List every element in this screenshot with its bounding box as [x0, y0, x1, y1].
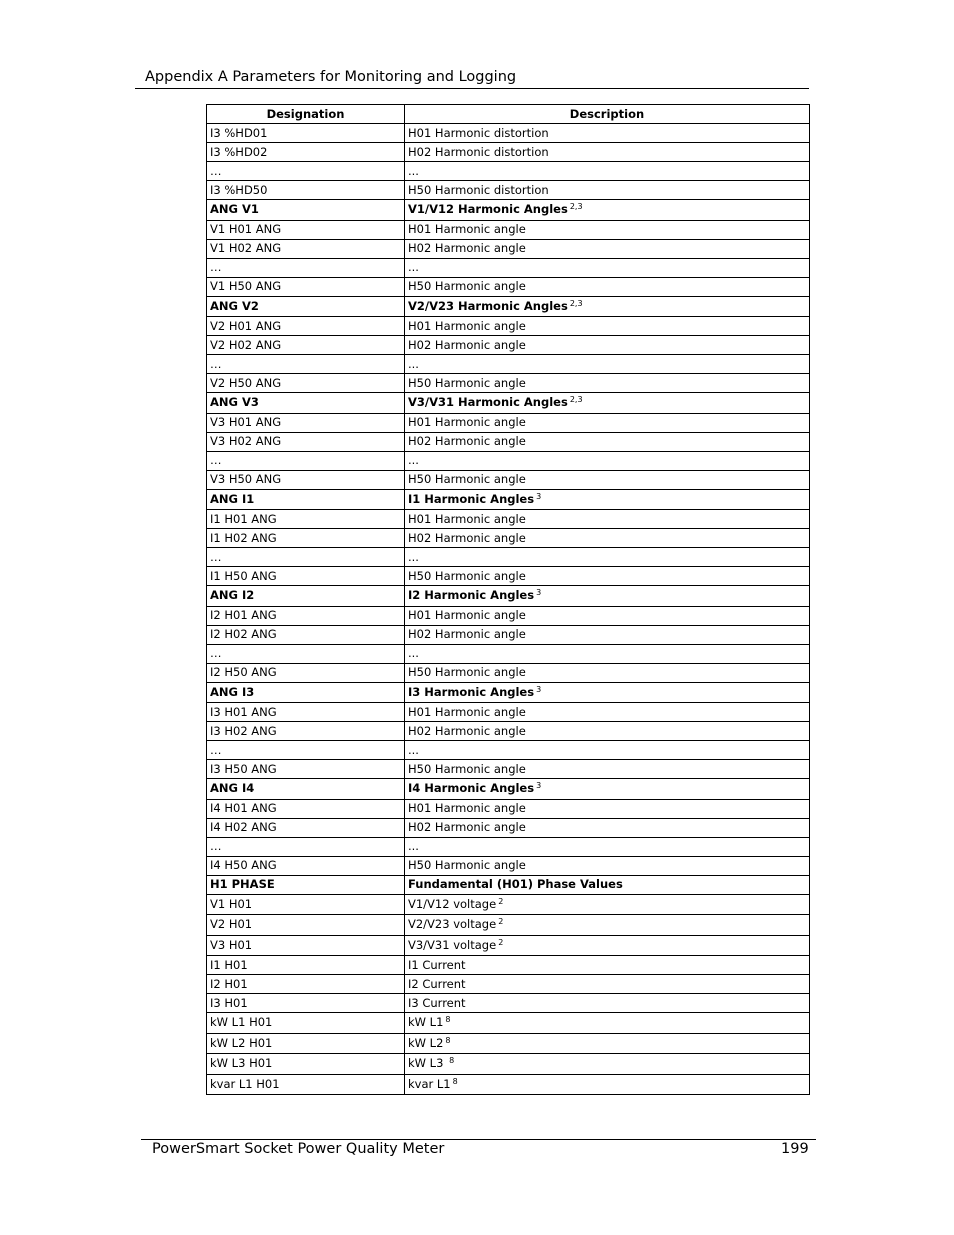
table-row: [207, 181, 810, 200]
description-text: ...: [408, 549, 419, 564]
table-row: [207, 510, 810, 529]
description-cell: [405, 336, 810, 355]
description-cell: [405, 722, 810, 741]
designation-cell: V1 H02 ANG: [207, 239, 405, 258]
designation-cell: I3 %HD01: [207, 124, 405, 143]
description-text: H50 Harmonic distortion: [408, 182, 549, 197]
description-cell: [405, 258, 810, 277]
designation-cell: ANG I3: [207, 682, 405, 703]
footnote-reference: 8: [445, 1035, 451, 1045]
description-text: ...: [408, 163, 419, 178]
description-text: H01 Harmonic distortion: [408, 125, 549, 140]
description-text: I3 Harmonic Angles: [408, 684, 535, 699]
table-group-row: [207, 875, 810, 894]
footnote-reference: 2,3: [569, 202, 583, 212]
designation-cell: I3 %HD50: [207, 181, 405, 200]
description-cell: [405, 1074, 810, 1095]
table-row: [207, 220, 810, 239]
description-text: H01 Harmonic angle: [408, 222, 526, 236]
table-row: [207, 818, 810, 837]
table-group-row: [207, 586, 810, 607]
table-group-row: [207, 682, 810, 703]
footer-divider: [141, 1139, 816, 1140]
designation-cell: kvar L1 H01: [207, 1074, 405, 1095]
table-row: [207, 567, 810, 586]
designation-cell: …: [207, 162, 405, 181]
designation-cell: I4 H02 ANG: [207, 818, 405, 837]
description-text: H01 Harmonic angle: [408, 318, 526, 333]
description-cell: [405, 915, 810, 936]
designation-cell: I4 H01 ANG: [207, 799, 405, 818]
description-text: ...: [408, 356, 419, 371]
footnote-reference: 8: [449, 1056, 455, 1066]
description-text: H02 Harmonic angle: [408, 337, 526, 352]
description-text: H02 Harmonic angle: [408, 434, 526, 448]
description-cell: [405, 703, 810, 722]
description-text: kW L1: [408, 1015, 444, 1030]
description-cell: [405, 606, 810, 625]
designation-cell: I1 H01 ANG: [207, 510, 405, 529]
description-cell: [405, 856, 810, 875]
table-row: [207, 994, 810, 1013]
description-text: H01 Harmonic angle: [408, 608, 526, 622]
description-cell: [405, 663, 810, 682]
description-text: ...: [408, 742, 419, 757]
table-row: [207, 239, 810, 258]
table-row: [207, 529, 810, 548]
designation-cell: V2 H50 ANG: [207, 374, 405, 393]
table-row: [207, 741, 810, 760]
designation-cell: V3 H50 ANG: [207, 470, 405, 489]
description-text: H02 Harmonic angle: [408, 627, 526, 641]
description-cell: [405, 470, 810, 489]
designation-cell: kW L3 H01: [207, 1054, 405, 1075]
description-text: H50 Harmonic angle: [408, 858, 526, 872]
designation-cell: I1 H50 ANG: [207, 567, 405, 586]
designation-cell: …: [207, 741, 405, 760]
description-text: H50 Harmonic angle: [408, 472, 526, 486]
table-group-row: [207, 200, 810, 221]
table-group-row: [207, 296, 810, 317]
description-cell: [405, 451, 810, 470]
designation-cell: V1 H01: [207, 894, 405, 915]
description-text: H01 Harmonic angle: [408, 511, 526, 526]
footnote-reference: 3: [536, 588, 542, 598]
designation-cell: V1 H50 ANG: [207, 277, 405, 296]
designation-cell: V1 H01 ANG: [207, 220, 405, 239]
description-text: H01 Harmonic angle: [408, 415, 526, 429]
description-text: kW L3: [408, 1056, 448, 1071]
table-row: [207, 143, 810, 162]
designation-cell: I2 H02 ANG: [207, 625, 405, 644]
running-header: Appendix A Parameters for Monitoring and Logging: [145, 69, 517, 85]
table-row: [207, 317, 810, 336]
description-text: H02 Harmonic angle: [408, 530, 526, 545]
description-cell: [405, 994, 810, 1013]
description-text: H50 Harmonic angle: [408, 665, 526, 679]
designation-cell: ANG V2: [207, 296, 405, 317]
description-cell: [405, 818, 810, 837]
table-row: [207, 975, 810, 994]
description-text: I3 Current: [408, 995, 466, 1010]
designation-cell: …: [207, 258, 405, 277]
description-text: H50 Harmonic angle: [408, 279, 526, 293]
table-row: [207, 799, 810, 818]
table-row: [207, 760, 810, 779]
footnote-reference: 8: [452, 1076, 458, 1086]
description-cell: [405, 393, 810, 414]
table-row: [207, 722, 810, 741]
designation-cell: I3 H01: [207, 994, 405, 1013]
table-row: [207, 1074, 810, 1095]
description-cell: [405, 296, 810, 317]
designation-cell: V2 H01: [207, 915, 405, 936]
table-row: [207, 606, 810, 625]
table-row: [207, 935, 810, 956]
table-row: [207, 548, 810, 567]
footnote-reference: 3: [536, 491, 542, 501]
description-cell: [405, 1054, 810, 1075]
footnote-reference: 8: [445, 1015, 451, 1025]
footnote-reference: 3: [536, 781, 542, 791]
description-text: I2 Current: [408, 976, 466, 991]
description-cell: [405, 239, 810, 258]
designation-cell: ANG V1: [207, 200, 405, 221]
footer-title: PowerSmart Socket Power Quality Meter: [152, 1141, 445, 1157]
designation-cell: I2 H01: [207, 975, 405, 994]
description-cell: [405, 586, 810, 607]
description-cell: [405, 625, 810, 644]
page-number: 199: [781, 1141, 809, 1157]
description-column-header: Description: [405, 105, 810, 124]
table-row: [207, 856, 810, 875]
designation-cell: ANG I4: [207, 779, 405, 800]
description-text: kW L2: [408, 1035, 444, 1050]
description-cell: [405, 317, 810, 336]
designation-cell: …: [207, 451, 405, 470]
designation-cell: ANG I1: [207, 489, 405, 510]
designation-cell: I1 H02 ANG: [207, 529, 405, 548]
designation-cell: …: [207, 548, 405, 567]
footnote-reference: 2: [498, 917, 504, 927]
table-row: [207, 956, 810, 975]
designation-cell: I2 H01 ANG: [207, 606, 405, 625]
description-cell: [405, 1033, 810, 1054]
description-text: I2 Harmonic Angles: [408, 588, 535, 603]
description-cell: [405, 529, 810, 548]
table-header-row: [207, 105, 810, 124]
description-cell: [405, 956, 810, 975]
table-row: [207, 374, 810, 393]
description-text: ...: [408, 839, 419, 853]
description-cell: [405, 894, 810, 915]
description-cell: [405, 1013, 810, 1034]
table-row: [207, 124, 810, 143]
footnote-reference: 2,3: [569, 395, 583, 405]
table-row: [207, 663, 810, 682]
designation-cell: I2 H50 ANG: [207, 663, 405, 682]
designation-cell: V3 H01 ANG: [207, 413, 405, 432]
table-group-row: [207, 779, 810, 800]
table-row: [207, 1054, 810, 1075]
table-row: [207, 703, 810, 722]
description-cell: [405, 567, 810, 586]
description-cell: [405, 510, 810, 529]
description-cell: [405, 200, 810, 221]
designation-cell: ANG V3: [207, 393, 405, 414]
table-row: [207, 277, 810, 296]
table-row: [207, 336, 810, 355]
description-text: ...: [408, 453, 419, 467]
description-text: H02 Harmonic distortion: [408, 144, 549, 159]
table-row: [207, 644, 810, 663]
description-cell: [405, 975, 810, 994]
table-row: [207, 413, 810, 432]
designation-cell: V2 H02 ANG: [207, 336, 405, 355]
table-row: [207, 432, 810, 451]
description-cell: [405, 413, 810, 432]
description-cell: [405, 489, 810, 510]
description-cell: [405, 779, 810, 800]
table-row: [207, 915, 810, 936]
description-text: V3/V31 Harmonic Angles: [408, 395, 568, 410]
designation-cell: kW L1 H01: [207, 1013, 405, 1034]
description-cell: [405, 760, 810, 779]
description-text: V3/V31 voltage: [408, 937, 497, 952]
designation-cell: …: [207, 644, 405, 663]
table-group-row: [207, 489, 810, 510]
header-divider: [135, 88, 809, 89]
description-cell: [405, 143, 810, 162]
description-text: H01 Harmonic angle: [408, 704, 526, 719]
footnote-reference: 3: [536, 684, 542, 694]
description-text: H50 Harmonic angle: [408, 568, 526, 583]
table-row: [207, 894, 810, 915]
table-body: [207, 124, 810, 1095]
designation-cell: I3 H01 ANG: [207, 703, 405, 722]
description-cell: [405, 124, 810, 143]
description-text: I1 Harmonic Angles: [408, 491, 535, 506]
designation-cell: I3 %HD02: [207, 143, 405, 162]
table-group-row: [207, 393, 810, 414]
description-cell: [405, 875, 810, 894]
description-cell: [405, 799, 810, 818]
designation-cell: H1 PHASE: [207, 875, 405, 894]
designation-cell: ANG I2: [207, 586, 405, 607]
designation-cell: V3 H02 ANG: [207, 432, 405, 451]
description-text: H50 Harmonic angle: [408, 761, 526, 776]
description-text: V2/V23 Harmonic Angles: [408, 298, 568, 313]
description-text: V1/V12 voltage: [408, 896, 497, 911]
designation-cell: V3 H01: [207, 935, 405, 956]
footnote-reference: 2: [498, 937, 504, 947]
description-cell: [405, 181, 810, 200]
description-text: I1 Current: [408, 957, 466, 972]
description-text: H02 Harmonic angle: [408, 723, 526, 738]
designation-cell: I3 H50 ANG: [207, 760, 405, 779]
description-cell: [405, 741, 810, 760]
designation-cell: I1 H01: [207, 956, 405, 975]
designation-cell: …: [207, 355, 405, 374]
description-text: H01 Harmonic angle: [408, 801, 526, 815]
description-text: V1/V12 Harmonic Angles: [408, 202, 568, 217]
designation-column-header: Designation: [207, 105, 405, 124]
table-row: [207, 451, 810, 470]
description-cell: [405, 220, 810, 239]
description-cell: [405, 355, 810, 374]
description-text: H02 Harmonic angle: [408, 820, 526, 834]
description-cell: [405, 162, 810, 181]
designation-cell: kW L2 H01: [207, 1033, 405, 1054]
description-text: kvar L1: [408, 1076, 451, 1091]
description-cell: [405, 432, 810, 451]
designation-cell: V2 H01 ANG: [207, 317, 405, 336]
description-cell: [405, 548, 810, 567]
description-cell: [405, 374, 810, 393]
description-text: V2/V23 voltage: [408, 917, 497, 932]
footnote-reference: 2: [498, 896, 504, 906]
description-cell: [405, 682, 810, 703]
description-text: Fundamental (H01) Phase Values: [408, 877, 623, 891]
description-text: H50 Harmonic angle: [408, 375, 526, 390]
designation-cell: …: [207, 837, 405, 856]
designation-cell: I4 H50 ANG: [207, 856, 405, 875]
description-cell: [405, 935, 810, 956]
table-row: [207, 625, 810, 644]
description-cell: [405, 644, 810, 663]
description-text: ...: [408, 646, 419, 660]
footnote-reference: 2,3: [569, 298, 583, 308]
table-row: [207, 837, 810, 856]
table-row: [207, 1033, 810, 1054]
description-text: I4 Harmonic Angles: [408, 781, 535, 796]
table-row: [207, 1013, 810, 1034]
table-row: [207, 162, 810, 181]
table-row: [207, 470, 810, 489]
description-cell: [405, 277, 810, 296]
description-cell: [405, 837, 810, 856]
table-row: [207, 355, 810, 374]
description-text: H02 Harmonic angle: [408, 241, 526, 255]
description-text: ...: [408, 260, 419, 274]
designation-cell: I3 H02 ANG: [207, 722, 405, 741]
table-row: [207, 258, 810, 277]
parameters-table: [206, 104, 810, 1095]
